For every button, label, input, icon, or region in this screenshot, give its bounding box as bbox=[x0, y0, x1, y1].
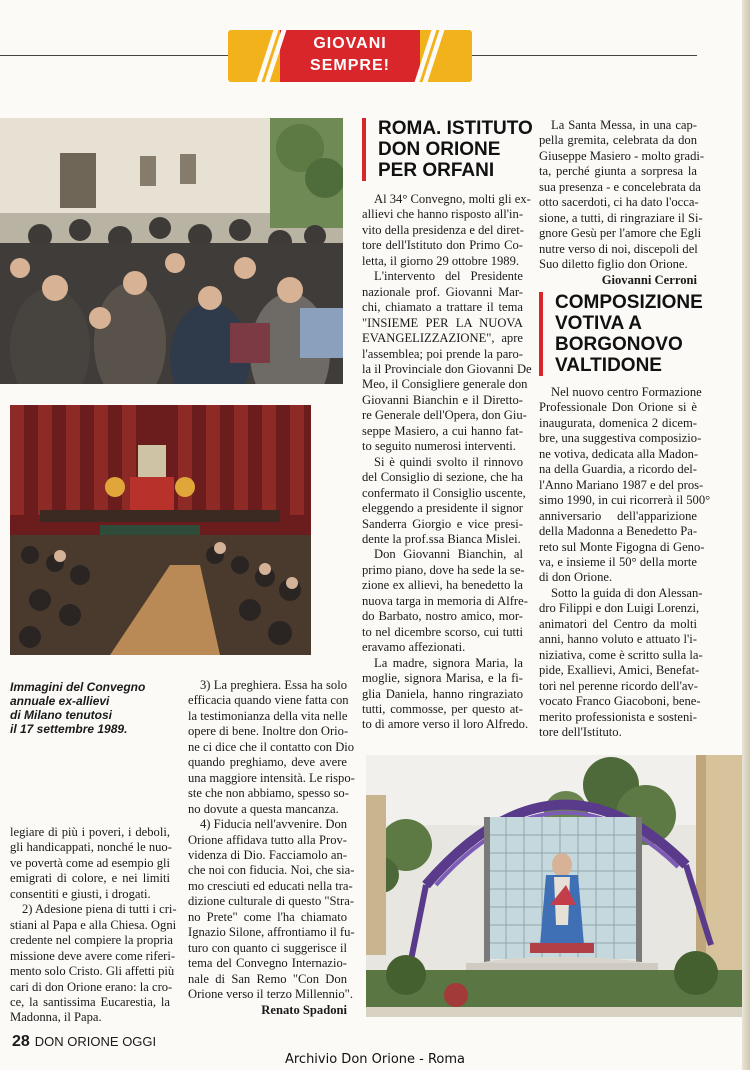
text-line: turo con quanto ci suggerisce il bbox=[188, 940, 347, 955]
header-rule-right bbox=[472, 55, 697, 56]
text-line: Si è quindi svolto il rinnovo bbox=[374, 454, 523, 469]
text-line: ve povertà come ad esempio gli bbox=[10, 855, 170, 870]
text-line: la il Provinciale don Giovanni De bbox=[362, 361, 532, 376]
text-line: pide, Exallievi, Amici, Benefat- bbox=[539, 663, 700, 678]
text-line: cari di don Orione erano: la cro- bbox=[10, 979, 173, 994]
text-line: merito professionista e sosteni- bbox=[539, 709, 697, 724]
text-line: gnore Gesù per l'amore che Egli bbox=[539, 226, 702, 241]
section-banner bbox=[228, 30, 472, 82]
headline-roma bbox=[362, 118, 533, 181]
text-line: la testimonianza della vita nelle bbox=[188, 708, 348, 723]
header-rule-left bbox=[0, 55, 228, 56]
text-line: nale di San Remo "Con Don bbox=[188, 971, 347, 986]
text-line: inaugurata, domenica 2 dicem- bbox=[539, 415, 697, 430]
caption-line: annuale ex-allievi bbox=[10, 694, 110, 708]
text-line: tori nel perenne ricordo dell'av- bbox=[539, 678, 698, 693]
caption-line: il 17 settembre 1989. bbox=[10, 722, 128, 736]
text-line: eleggendo a presidente il signor bbox=[362, 501, 523, 516]
text-line: La madre, signora Maria, la bbox=[374, 655, 523, 670]
text-line: dizione culturale di questo "Stra- bbox=[188, 894, 355, 909]
text-line: Giuseppe Masiero - molto gradi- bbox=[539, 148, 705, 163]
text-line: credente nel compiere la propria bbox=[10, 933, 173, 948]
text-line: EVANGELIZZAZIONE", apre bbox=[362, 331, 523, 346]
text-line: l'assemblea; poi prende la paro- bbox=[362, 346, 523, 361]
text-line: La Santa Messa, in una cap- bbox=[551, 118, 697, 132]
text-line: "INSIEME PER LA NUOVA bbox=[362, 315, 523, 330]
text-line: del Consiglio di sezione, che ha bbox=[362, 470, 523, 485]
author-signature: Renato Spadoni bbox=[261, 1002, 347, 1017]
text-line: letta, il giorno 29 ottobre 1989. bbox=[362, 253, 520, 268]
text-line: glia Daniela, hanno ringraziato bbox=[362, 686, 523, 701]
text-line: bre, una suggestiva composizio- bbox=[539, 431, 702, 446]
text-line: nazionale prof. Giovanni Mar- bbox=[362, 284, 523, 299]
text-line: Nel nuovo centro Formazione bbox=[551, 385, 702, 399]
text-line: Giovanni Bianchin e il Diretto- bbox=[362, 392, 523, 407]
text-line: sua presenza - e concelebrata da bbox=[539, 179, 701, 194]
author-signature: Giovanni Cerroni bbox=[601, 272, 697, 287]
text-line: mento solo Cristo. Gli affetti più bbox=[10, 964, 175, 979]
text-line: 4) Fiducia nell'avvenire. Don bbox=[200, 817, 348, 832]
text-line: emigrati di colore, e nei limiti bbox=[10, 871, 170, 886]
text-line: dente la prof.ssa Bianca Mislei. bbox=[362, 531, 521, 546]
text-line: ste che non abbiamo, spesso so- bbox=[188, 786, 349, 801]
text-line: chi, chiamato a trattare il tema bbox=[362, 300, 523, 315]
text-line: tore dell'Istituto don Primo Co- bbox=[362, 238, 523, 253]
text-line: nuova targa in memoria di Alfre- bbox=[362, 593, 528, 608]
headline-line: COMPOSIZIONE bbox=[555, 292, 703, 313]
headline-line: ROMA. ISTITUTO bbox=[378, 118, 533, 139]
spadoni-column-right bbox=[188, 678, 355, 1018]
page-edge-shadow bbox=[742, 0, 750, 1070]
roma-column-1 bbox=[362, 192, 532, 733]
text-line: ta, perché giunta a sorpresa la bbox=[539, 164, 697, 179]
text-line: zione ex allievi, ha benedetto la bbox=[362, 578, 523, 593]
headline-line: PER ORFANI bbox=[378, 160, 495, 181]
text-line: anni, hanno voluto e attuato l'i- bbox=[539, 632, 697, 647]
photo-caption bbox=[10, 680, 180, 736]
text-line: l'Anno Mariano 1987 e del pros- bbox=[539, 477, 704, 492]
text-line: animatori del Centro da molti bbox=[539, 616, 697, 631]
text-line: va, e insieme il 50° della morte bbox=[539, 554, 697, 569]
text-line: della Madonna a Benedetto Pa- bbox=[539, 524, 698, 539]
page-number: 28 bbox=[12, 1033, 30, 1050]
text-line: simo 1990, in cui ricorrerà il 500° bbox=[539, 493, 711, 508]
text-line: Ignazio Silone, affrontiamo il fu- bbox=[188, 925, 355, 940]
text-line: tema del Convegno Internazio- bbox=[188, 956, 347, 971]
headline-line: VOTIVA A bbox=[555, 313, 642, 334]
text-line: no Prete" come l'ha chiamato bbox=[188, 909, 347, 924]
text-line: confermato il Consiglio uscente, bbox=[362, 485, 526, 500]
text-line: ne votiva, dedicata alla Madon- bbox=[539, 446, 699, 461]
photo-crowd-courtyard bbox=[0, 118, 343, 384]
text-line: tutti, commosse, per questo at- bbox=[362, 701, 523, 716]
text-line: Professionale Don Orione si è bbox=[539, 400, 697, 415]
banner-title-line1: GIOVANI bbox=[313, 35, 387, 52]
text-line: do Barbato, nostro amico, mor- bbox=[362, 609, 523, 624]
text-line: videnza di Dio. Facciamolo an- bbox=[188, 847, 347, 862]
text-line: pella gremita, celebrata da don bbox=[539, 133, 697, 148]
headline-line: DON ORIONE bbox=[378, 139, 501, 160]
text-line: missione deve avere come riferi- bbox=[10, 948, 176, 963]
text-line: primo piano, dove ha sede la se- bbox=[362, 562, 525, 577]
text-line: vito della presidenza e del diret- bbox=[362, 222, 524, 237]
text-line: mo cresciuti ed educati nella tra- bbox=[188, 878, 353, 893]
photo-votive-composition bbox=[366, 755, 750, 1017]
text-line: moglie, signora Marisa, e la fi- bbox=[362, 671, 523, 686]
magazine-name: DON ORIONE OGGI bbox=[34, 1034, 157, 1049]
text-line: Meo, il Consigliere generale don bbox=[362, 377, 528, 392]
text-line: L'intervento del Presidente bbox=[374, 269, 523, 284]
caption-line: Immagini del Convegno bbox=[10, 680, 146, 694]
text-line: to nel dicembre scorso, cui tutti bbox=[362, 624, 523, 639]
text-line: gli handicappati, nonché le nuo- bbox=[10, 840, 172, 855]
headline-line: BORGONOVO bbox=[555, 334, 683, 355]
text-line: Madonna, il Papa. bbox=[10, 1010, 102, 1025]
text-line: ne ci dice che il contatto con Dio bbox=[188, 739, 355, 754]
text-line: dro Filippi e don Luigi Lorenzi, bbox=[539, 601, 700, 616]
photo-convention-hall bbox=[10, 405, 311, 655]
text-line: Sanderra Giorgio e vice presi- bbox=[362, 516, 523, 531]
text-line: tore dell'Istituto. bbox=[539, 724, 622, 739]
archive-watermark: Archivio Don Orione - Roma bbox=[284, 1052, 466, 1067]
text-line: una maggiore intensità. Le rispo- bbox=[188, 770, 355, 785]
text-line: otto sacerdoti, ci ha dato l'occa- bbox=[539, 195, 699, 210]
text-line: re Generale dell'Opera, don Giu- bbox=[362, 408, 527, 423]
text-line: niziativa, come è scritto sulla la- bbox=[539, 647, 703, 662]
text-line: quando preghiamo, deve avere bbox=[188, 755, 347, 770]
text-line: anniversario dell'apparizione bbox=[539, 508, 697, 523]
text-line: ce, la santissima Eucarestia, la bbox=[10, 994, 170, 1009]
text-line: Al 34° Convegno, molti gli ex- bbox=[374, 192, 531, 206]
text-line: to di amore verso il loro Alfredo. bbox=[362, 717, 529, 732]
text-line: Orione affidava tutto alla Prov- bbox=[188, 832, 347, 847]
text-line: nutre verso di noi, discepoli del bbox=[539, 241, 698, 256]
text-line: seppe Masiero, a cui hanno fat- bbox=[362, 423, 523, 438]
text-line: no dovute a questa mancanza. bbox=[188, 801, 339, 816]
text-line: efficacia quando viene fatta con bbox=[188, 693, 349, 708]
text-line: che noi con fiducia. Noi, che sia- bbox=[188, 863, 355, 878]
text-line: sione, a tutti, di ringraziare il Si- bbox=[539, 210, 703, 225]
text-line: consentiti e giusti, i drogati. bbox=[10, 886, 151, 901]
text-line: Orione verso il terzo Millennio". bbox=[188, 987, 353, 1002]
text-line: di don Orione. bbox=[539, 570, 613, 585]
text-line: stiani al Papa e alla Chiesa. Ogni bbox=[10, 917, 177, 932]
text-line: allievi che hanno risposto all'in- bbox=[362, 207, 524, 222]
text-line: to seguito numerosi interventi. bbox=[362, 439, 516, 454]
banner-title-line2: SEMPRE! bbox=[310, 57, 390, 74]
text-line: reto sul Monte Figogna di Geno- bbox=[539, 539, 705, 554]
caption-line: di Milano tenutosi bbox=[10, 708, 112, 722]
spadoni-column-left bbox=[10, 825, 177, 1026]
headline-borgonovo bbox=[539, 292, 703, 376]
text-line: Don Giovanni Bianchin, al bbox=[374, 547, 523, 562]
borgonovo-column bbox=[539, 385, 711, 740]
page-folio bbox=[12, 1033, 156, 1051]
text-line: na della Guardia, a ricordo del- bbox=[539, 462, 697, 477]
text-line: Sotto la guida di don Alessan- bbox=[551, 585, 703, 600]
text-line: vocato Franco Giacoboni, bene- bbox=[539, 694, 701, 709]
text-line: 2) Adesione piena di tutti i cri- bbox=[22, 902, 177, 917]
text-line: opere di bene. Inoltre don Orio- bbox=[188, 724, 349, 739]
text-line: eravamo affezionati. bbox=[362, 640, 466, 655]
roma-column-2 bbox=[539, 118, 705, 288]
headline-line: VALTIDONE bbox=[555, 355, 662, 376]
text-line: legiare di più i poveri, i deboli, bbox=[10, 825, 170, 839]
text-line: 3) La preghiera. Essa ha solo bbox=[200, 678, 347, 692]
text-line: Suo diletto figlio don Orione. bbox=[539, 257, 688, 272]
